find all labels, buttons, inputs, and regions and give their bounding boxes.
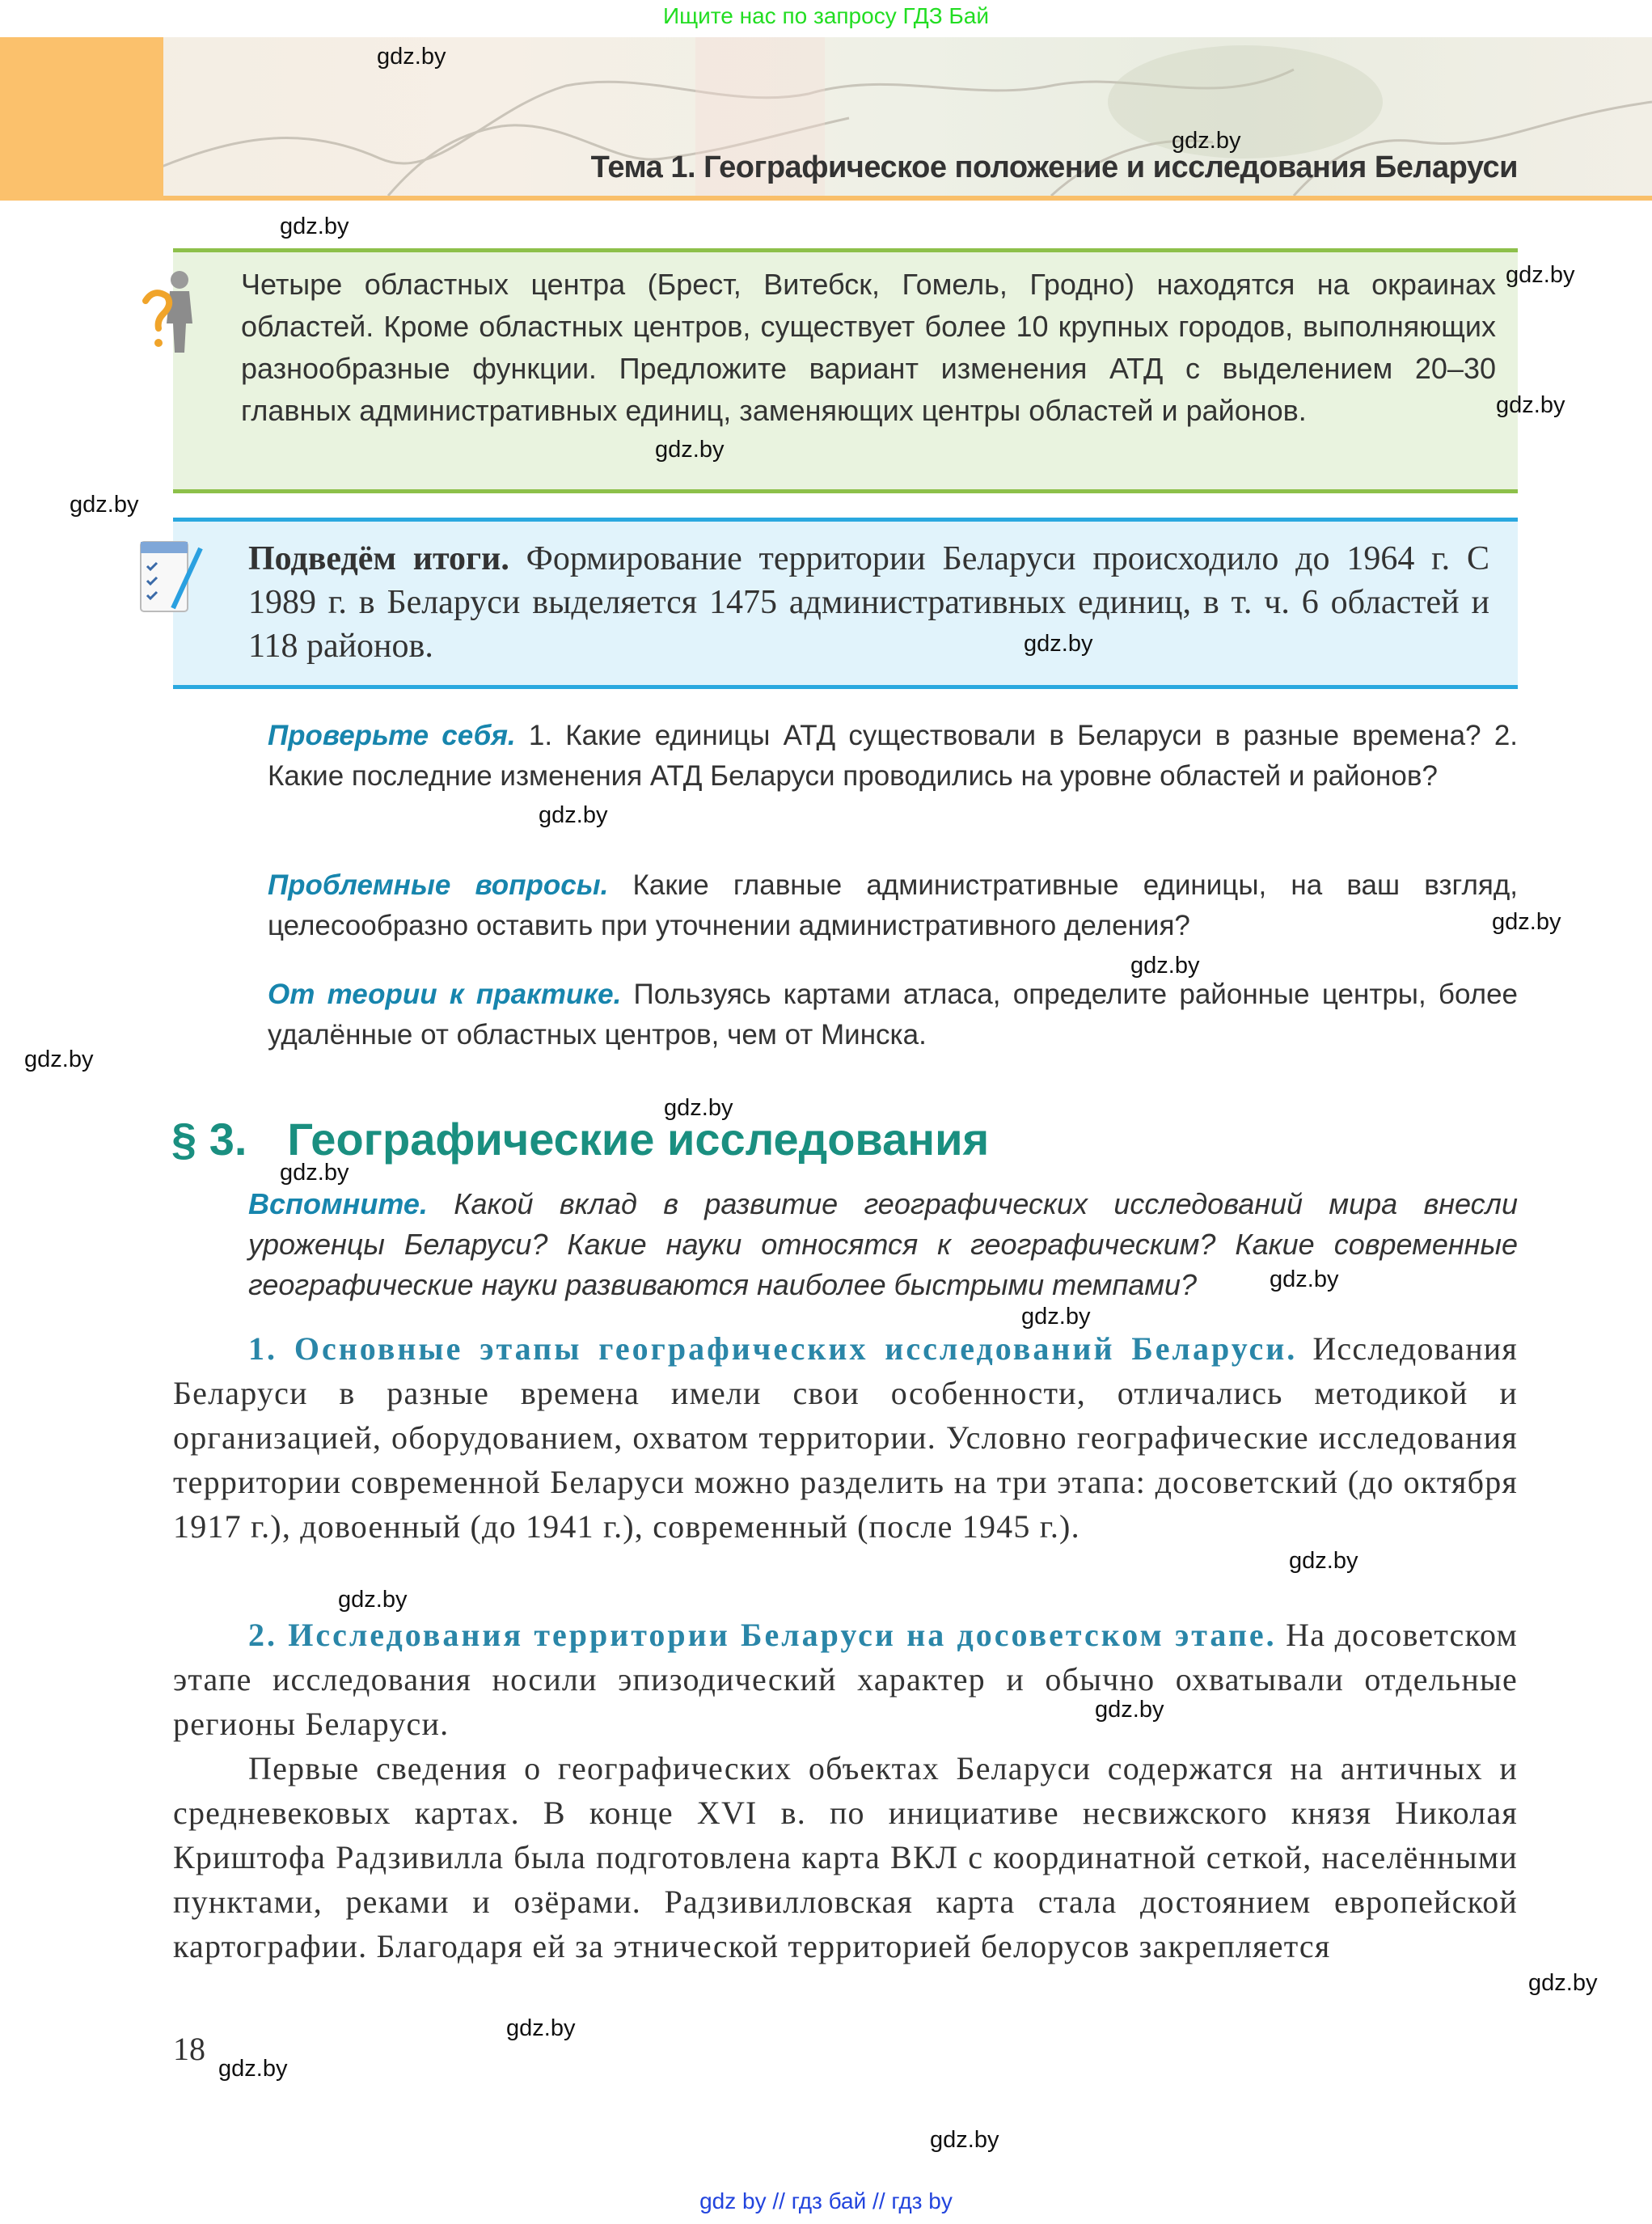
- footer-link[interactable]: gdz by: [699, 2188, 767, 2213]
- footer-separator: //: [772, 2188, 785, 2213]
- watermark: gdz.by: [1492, 909, 1561, 935]
- orange-tab: [0, 37, 163, 201]
- footer-link[interactable]: гдз by: [891, 2188, 953, 2213]
- watermark: gdz.by: [377, 44, 446, 70]
- section-number: § 3.: [171, 1114, 247, 1165]
- section-title: Географические исследования: [287, 1114, 990, 1165]
- paragraph-2-heading: 2. Исследования территории Беларуси на досоветском этапе.: [248, 1617, 1277, 1653]
- watermark: gdz.by: [1289, 1548, 1358, 1574]
- paragraph-1-text: Исследования Беларуси в разные времена имели свои особенности, отличались методикой и организацией, оборудованием, охватом территории. Условно географические исследования территории современной Беларуси можно разделить на три этапа: досоветский (до октября 1917 г.), довоенный (до 1941 г.), современный (после 1945 г.).: [173, 1330, 1519, 1545]
- paragraph-2-text: На досоветском этапе исследования носили эпизодический характер и обычно охватывали отдельные регионы Беларуси.: [173, 1617, 1518, 1742]
- question-check-yourself: [268, 716, 1518, 797]
- paragraph-1-heading: 1. Основные этапы географических исследований Беларуси.: [248, 1330, 1298, 1367]
- question-person-icon: [137, 268, 207, 354]
- watermark: gdz.by: [1528, 1970, 1598, 1996]
- question-practice: [268, 975, 1518, 1055]
- topic-title: Тема 1. Географическое положение и исследования Беларуси: [590, 150, 1518, 184]
- paragraph-2: [173, 1613, 1518, 1746]
- watermark: gdz.by: [280, 214, 349, 239]
- page-number: 18: [173, 2031, 205, 2067]
- watermark: gdz.by: [24, 1046, 94, 1072]
- question-text: Какие главные административные единицы, на ваш взгляд, целесообразно оставить при уточнении административного деления?: [268, 869, 1518, 941]
- watermark: gdz.by: [1024, 631, 1093, 657]
- watermark: gdz.by: [1496, 392, 1565, 418]
- footer-links: [0, 2188, 1652, 2214]
- promo-text: Ищите нас по запросу ГДЗ Бай: [662, 3, 990, 28]
- watermark: gdz.by: [1130, 953, 1200, 979]
- question-problem: [268, 865, 1518, 946]
- remember-label: Вспомните.: [248, 1187, 428, 1220]
- summary-text: [248, 537, 1489, 668]
- question-label: От теории к практике.: [268, 979, 622, 1010]
- watermark: gdz.by: [539, 802, 608, 828]
- section-heading: [171, 1113, 989, 1165]
- paragraph-1: [173, 1326, 1518, 1549]
- watermark: gdz.by: [930, 2127, 999, 2153]
- footer-link[interactable]: гдз бай: [791, 2188, 867, 2213]
- summary-body: Формирование территории Беларуси происходило до 1964 г. С 1989 г. в Беларуси выделяется 1475 административных единиц, в т. ч. 6 областей и 118 районов.: [248, 540, 1489, 665]
- watermark: gdz.by: [1172, 128, 1241, 154]
- paragraph-3: Первые сведения о географических объектах Беларуси содержатся на античных и средневековых картах. В конце XVI в. по инициативе несвижского князя Николая Криштофа Радзивилла была подготовлена карта ВКЛ с координатной сеткой, населёнными пунктами, реками и озёрами. Радзивилловская карта стала достоянием европейской картографии. Благодаря ей за этнической территорией белорусов закрепляется: [173, 1750, 1518, 1964]
- watermark: gdz.by: [655, 437, 725, 463]
- question-text: Пользуясь картами атласа, определите районные центры, более удалённые от областных центров, чем от Минска.: [268, 979, 1519, 1051]
- watermark: gdz.by: [1095, 1697, 1164, 1723]
- watermark: gdz.by: [1021, 1304, 1091, 1330]
- remember-text: Какой вклад в развитие географических исследований мира внесли уроженцы Беларуси? Какие науки относятся к географическим? Какие современные географические науки развиваются наиболее быстрыми темпами?: [248, 1187, 1518, 1301]
- watermark: gdz.by: [280, 1160, 349, 1186]
- watermark: gdz.by: [664, 1095, 733, 1121]
- watermark: gdz.by: [218, 2056, 288, 2082]
- question-label: Проблемные вопросы.: [268, 869, 609, 901]
- question-label: Проверьте себя.: [268, 720, 516, 751]
- question-text: 1. Какие единицы АТД существовали в Беларуси в разные времена? 2. Какие последние изменения АТД Беларуси проводились на уровне областей и районов?: [268, 720, 1519, 792]
- watermark: gdz.by: [506, 2015, 576, 2041]
- watermark: gdz.by: [338, 1587, 408, 1613]
- summary-label: Подведём итоги.: [248, 540, 509, 577]
- watermark: gdz.by: [1506, 262, 1575, 288]
- watermark: gdz.by: [1270, 1266, 1339, 1292]
- footer-separator: //: [872, 2188, 885, 2213]
- watermark: gdz.by: [70, 492, 139, 518]
- checklist-notepad-icon: [136, 537, 210, 618]
- think-box-text: Четыре областных центра (Брест, Витебск, Гомель, Гродно) находятся на окраинах областей. Кроме областных центров, существует более 10 крупных городов, выполняющих разнообразные функции. Предложите вариант изменения АТД с выделением 20–30 главных административных единиц, заменяющих центры областей и районов.: [241, 268, 1496, 427]
